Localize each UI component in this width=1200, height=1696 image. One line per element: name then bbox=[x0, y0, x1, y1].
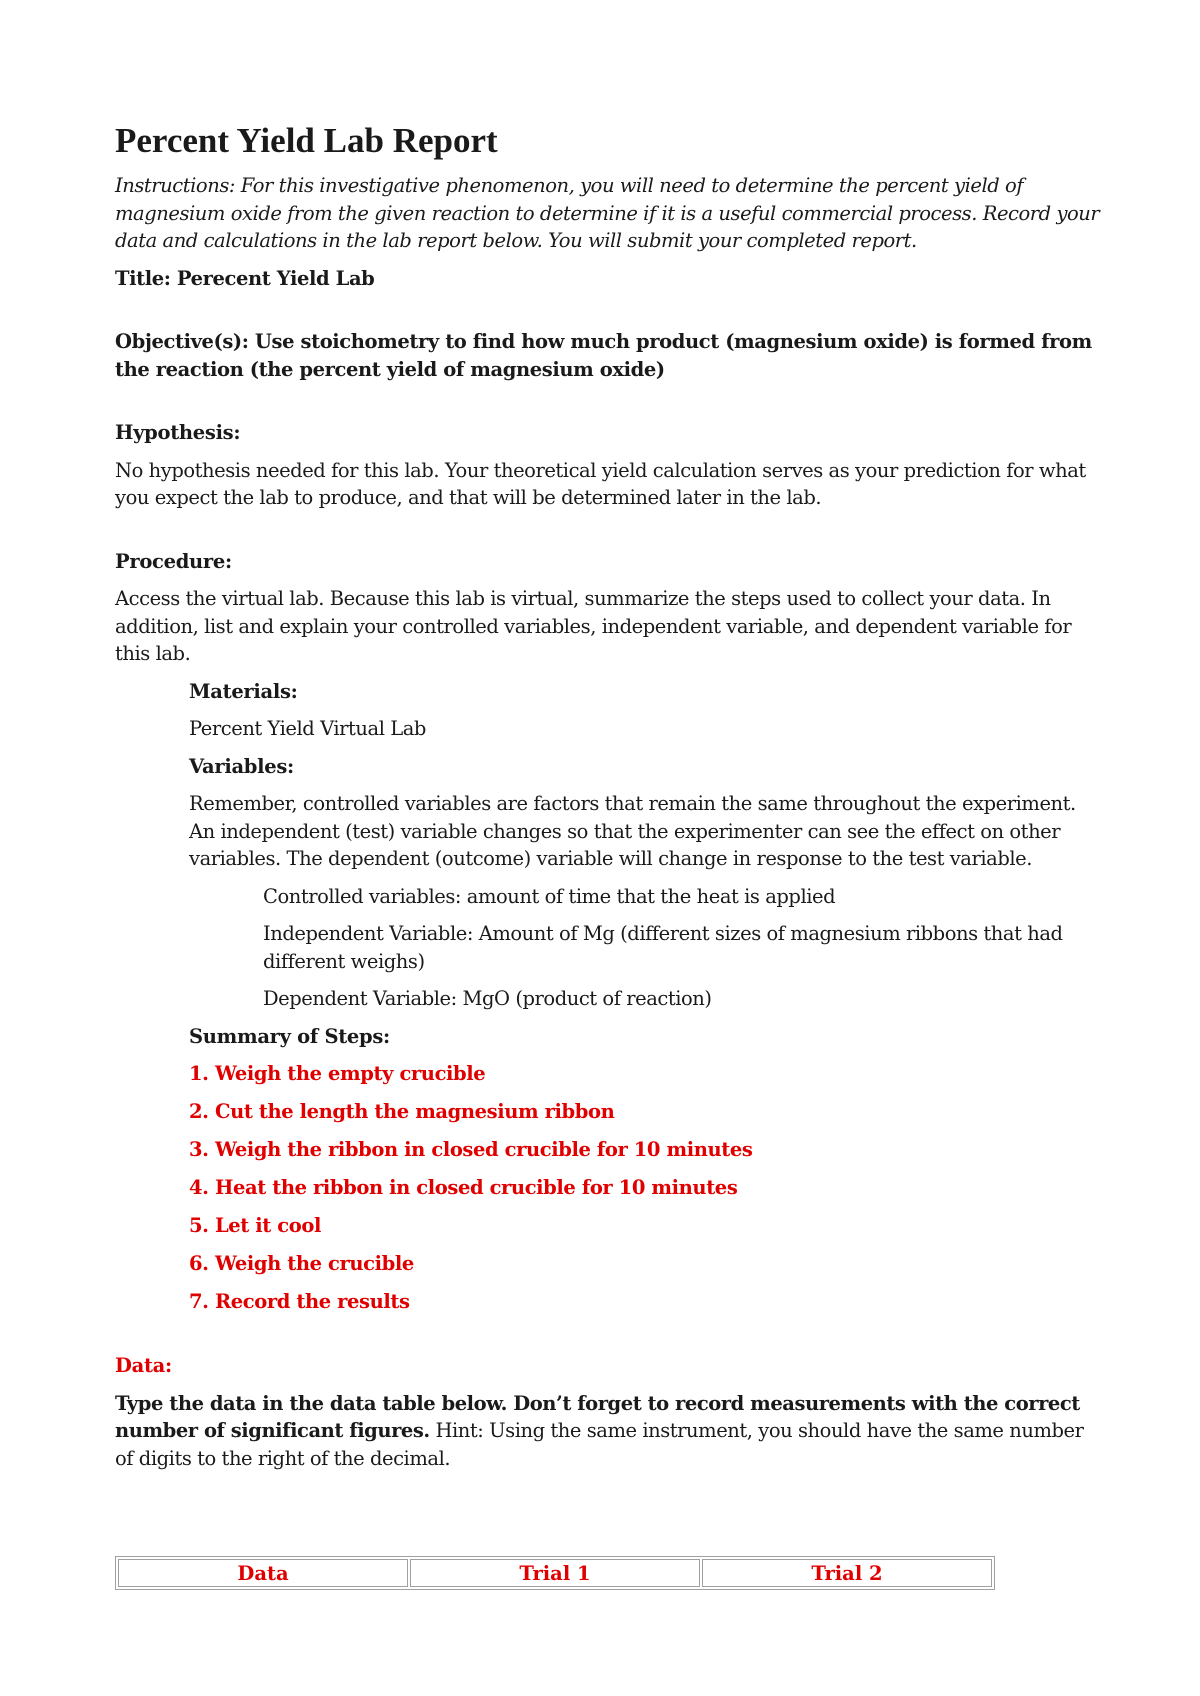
column-header-trial-1: Trial 1 bbox=[410, 1559, 700, 1587]
data-instruction-bold: Type the data in the data table below. Don’t forget to record measurements with the correct number of significant figures. bbox=[115, 1391, 1080, 1442]
column-header-trial-2: Trial 2 bbox=[702, 1559, 992, 1587]
step-item: 6. Weigh the crucible bbox=[189, 1252, 414, 1275]
materials-heading: Materials: bbox=[189, 679, 298, 703]
column-header-data: Data bbox=[118, 1559, 408, 1587]
step-item: 1. Weigh the empty crucible bbox=[189, 1062, 486, 1085]
hypothesis-heading: Hypothesis: bbox=[115, 421, 241, 444]
step-item: 2. Cut the length the magnesium ribbon bbox=[189, 1100, 615, 1123]
procedure-text: Access the virtual lab. Because this lab is virtual, summarize the steps used to collect your data. In addition, list and explain your controlled variables, independent variable, and dependent variable for this lab. bbox=[115, 587, 1072, 665]
step-item: 5. Let it cool bbox=[189, 1214, 321, 1237]
data-table bbox=[115, 1556, 995, 1590]
step-item: 7. Record the results bbox=[189, 1290, 410, 1313]
step-item: 4. Heat the ribbon in closed crucible for 10 minutes bbox=[189, 1176, 738, 1199]
variables-heading: Variables: bbox=[189, 754, 294, 778]
data-instruction-hint: Hint: Using the same instrument, you should have the same number of digits to the right of the decimal. bbox=[115, 1419, 1084, 1470]
steps-list bbox=[189, 1060, 1100, 1316]
dependent-variable: Dependent Variable: MgO (product of reaction) bbox=[263, 987, 712, 1010]
hypothesis-text: No hypothesis needed for this lab. Your theoretical yield calculation serves as your prediction for what you expect the lab to produce, and that will be determined later in the lab. bbox=[115, 458, 1086, 509]
report-title-line: Title: Perecent Yield Lab bbox=[115, 266, 375, 290]
controlled-variables: Controlled variables: amount of time that the heat is applied bbox=[263, 884, 836, 908]
objective-line: Objective(s): Use stoichometry to find how much product (magnesium oxide) is formed from the reaction (the percent yield of magnesium oxide) bbox=[115, 330, 1092, 381]
independent-variable: Independent Variable: Amount of Mg (different sizes of magnesium ribbons that had different weighs) bbox=[263, 922, 1063, 973]
variables-text: Remember, controlled variables are factors that remain the same throughout the experiment. An independent (test) variable changes so that the experimenter can see the effect on other variables. The dependent (outcome) variable will change in response to the test variable. bbox=[189, 792, 1076, 870]
lab-report-page bbox=[115, 120, 1100, 1472]
procedure-heading: Procedure: bbox=[115, 549, 232, 573]
instructions-paragraph: Instructions: For this investigative phenomenon, you will need to determine the percent yield of magnesium oxide from the given reaction to determine if it is a useful commercial process. Record your data and calculations in the lab report below. You will submit your completed report. bbox=[115, 174, 1100, 252]
data-heading: Data: bbox=[115, 1354, 172, 1377]
document-title: Percent Yield Lab Report bbox=[115, 121, 498, 160]
step-item: 3. Weigh the ribbon in closed crucible for 10 minutes bbox=[189, 1138, 753, 1161]
materials-text: Percent Yield Virtual Lab bbox=[189, 717, 426, 740]
data-instructions bbox=[115, 1390, 1100, 1473]
table-header-row bbox=[118, 1559, 992, 1587]
summary-of-steps-heading: Summary of Steps: bbox=[189, 1024, 390, 1048]
